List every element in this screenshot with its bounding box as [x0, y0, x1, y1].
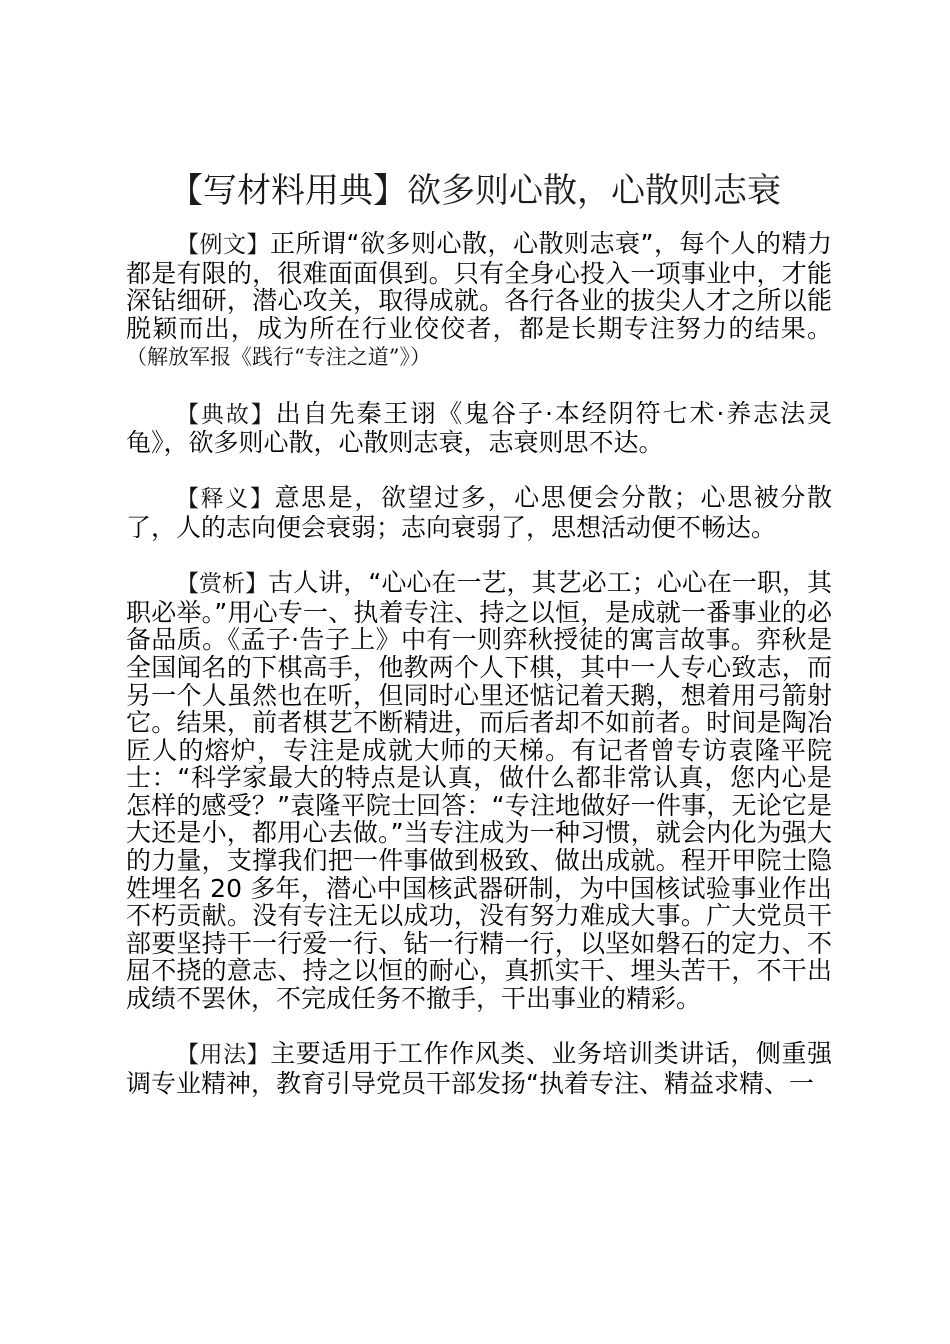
section-tag-usage: 【用法】	[176, 1042, 271, 1069]
paragraph-usage	[126, 1040, 832, 1097]
section-tag-example: 【例文】	[176, 232, 271, 258]
usage-text: 主要适用于工作作风类、业务培训类讲话，侧重强调专业精神，教育引导党员干部发扬“执着专注、精益求精、一	[126, 1039, 832, 1098]
allusion-text: 出自先秦王诩《鬼谷子·本经阴符七术·养志法灵龟》，欲多则心散，心散则志衰，志衰则思不达。	[126, 398, 832, 458]
paragraph-meaning	[126, 484, 832, 541]
meaning-text: 意思是，欲望过多，心思便会分散；心思被分散了，人的志向便会衰弱；志向衰弱了，思想活动便不畅达。	[126, 483, 832, 542]
example-source: （解放军报《践行“专注之道”》）	[126, 345, 431, 370]
appreciation-text: 古人讲，“心心在一艺，其艺必工；心心在一职，其职必举。”用心专一、执着专注、持之以恒，是成就一番事业的必备品质。《孟子·告子上》中有一则弈秋授徒的寓言故事。弈秋是全国闻名的下棋高手，他教两个人下棋，其中一人专心致志，而另一个人虽然也在听，但同时心里还惦记着天鹅，想着用弓箭射它。结果，前者棋艺不断精进，而后者却不如前者。时间是陶冶匠人的熔炉，专注是成就大师的天梯。有记者曾专访袁隆平院士：“科学家最大的特点是认真，做什么都非常认真，您内心是怎样的感受？”袁隆平院士回答：“专注地做好一件事，无论它是大还是小，都用心去做。”当专注成为一种习惯，就会内化为强大的力量，支撑我们把一件事做到极致、做出成就。程开甲院士隐姓埋名 20 多年，潜心中国核武器研制，为中国核试验事业作出不朽贡献。没有专注无以成功，没有努力难成大事。广大党员干部要坚持干一行爱一行、钻一行精一行，以坚如磐石的定力、不屈不挠的意志、持之以恒的耐心，真抓实干、埋头苦干，不干出成绩不罢休，不完成任务不撤手，干出事业的精彩。	[126, 568, 832, 1014]
document-title: 【写材料用典】欲多则心散，心散则志衰	[169, 171, 781, 211]
example-text: 正所谓“欲多则心散，心散则志衰”，每个人的精力都是有限的，很难面面俱到。只有全身心投入一项事业中，才能深钻细研，潜心攻关，取得成就。各行各业的拔尖人才之所以能脱颖而出，成为所在行业佼佼者，都是长期专注努力的结果。	[126, 229, 833, 343]
section-tag-meaning: 【释义】	[176, 486, 275, 513]
paragraph-example	[126, 230, 832, 372]
section-tag-appreciation: 【赏析】	[176, 571, 269, 598]
section-tag-allusion: 【典故】	[176, 401, 276, 428]
paragraph-appreciation	[126, 569, 832, 1013]
document-body	[126, 230, 832, 1097]
paragraph-allusion	[126, 400, 832, 457]
